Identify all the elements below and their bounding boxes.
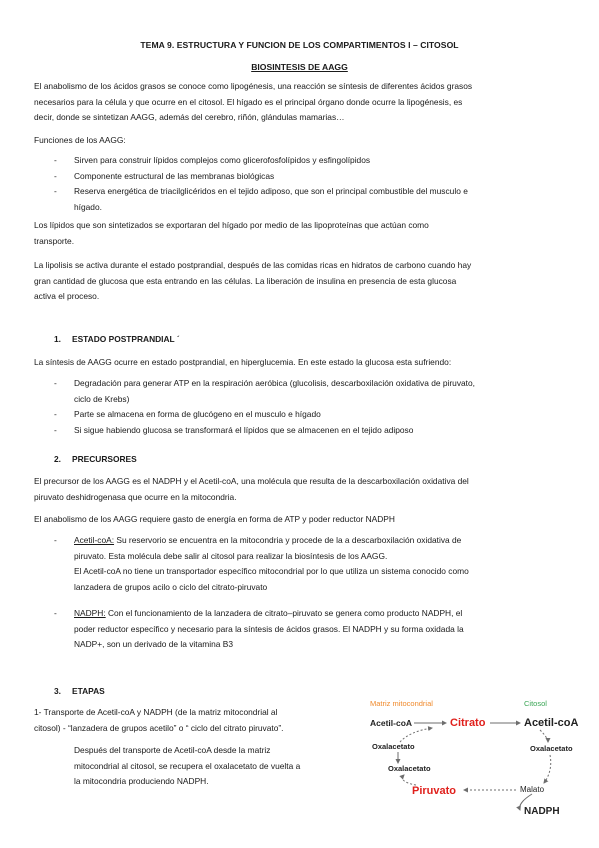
section-heading-etapas: 3. ETAPAS [54,686,105,696]
oxalacetato-matrix-1: Oxalacetato [372,742,415,751]
acetil-item: - Acetil-coA: Su reservorio se encuentra en la mitocondria y procede de la a descarboxilación oxidativa de piruvato. Esta molécula debe salir al citosol para realizar la biosíntesis de los AAGG. El Acetil-coA no tiene un transportador específico mitocondrial por lo que utiliza un sistema conocido como lanzadera de grupos acilo o ciclo del citrato-piruvato [54,535,469,592]
nadph-item: - NADPH: Con el funcionamiento de la lanzadera de citrato–piruvato se genera como producto NADPH, el poder reductor específico y necesario para la síntesis de ácidos grasos. El NADPH y su forma oxidada la NADP+, son un derivado de la vitamina B3 [54,608,464,650]
arrow-citrato-to-oxal [540,730,548,742]
funciones-list [34,153,564,215]
list-item: - Si sigue habiendo glucosa se transformará el lípidos que se almacenen en el tejido adiposo [54,424,414,435]
malato-label: Malato [520,785,545,794]
lipolisis-paragraph: La lipolisis se activa durante el estado postprandial, después de las comidas ricas en hidratos de carbono cuando hay gran cantidad de glucosa que esta entrando en las células. La liberación de insulina en presencia de esta glucosa activa el proceso. [34,260,472,302]
term-nadph: NADPH: [74,608,106,618]
sintesis-paragraph: La síntesis de AAGG ocurre en estado postprandial, en hiperglucemia. En este estado la glucosa esta sufriendo: [34,357,452,367]
intro-line: necesarios para la célula y que ocurre en el citosol. El hígado es el principal órgano donde ocurre la lipogénesis, es [34,96,463,107]
piruvato-label: Piruvato [412,785,457,797]
arrow-oxal-to-acetil [400,728,432,742]
acetil-coa-matrix: Acetil-coA [370,718,413,728]
transporte-paragraph: 1- Transporte de Acetil-coA y NADPH (de la matriz mitocondrial al citosol) - “lanzadera de grupos acetilo” o “ ciclo del citrato piruvato”. [34,707,284,733]
intro-paragraph [34,79,564,126]
arrow-oxal-to-malato [544,755,551,783]
section-heading-postprandial: 1. ESTADO POSTPRANDIAL ´ [54,334,180,344]
intro-line: El anabolismo de los ácidos grasos se conoce como lipogénesis, una reacción se síntesis de diferentes ácidos grasos [34,81,473,91]
precursor-paragraph: El precursor de los AAGG es el NADPH y el Acetil-coA, una molécula que resulta de la descarboxilación oxidativa del piruvato deshidrogenasa que ocurre en la mitocondria. [34,476,469,502]
section-subtitle: BIOSINTESIS DE AAGG [251,62,348,72]
list-item: - Componente estructural de las membranas biológicas [54,170,275,181]
anabolismo-paragraph: El anabolismo de los AAGG requiere gasto de energía en forma de ATP y poder reductor NADPH [34,514,395,524]
citosol-label: Citosol [524,699,547,708]
list-item: - Reserva energética de triacilglicéridos en el tejido adiposo, que son el principal combustible del musculo e hígado. [54,186,468,212]
citrato-label: Citrato [450,717,486,729]
page-title: TEMA 9. ESTRUCTURA Y FUNCION DE LOS COMPARTIMENTOS I – CITOSOL [140,40,459,50]
oxalacetato-cytosol: Oxalacetato [530,744,573,753]
nadph-label: NADPH [524,806,560,817]
section-heading-precursores: 2. PRECURSORES [54,454,137,464]
list-item: - Parte se almacena en forma de glucógeno en el musculo e hígado [54,409,321,420]
oxalacetato-matrix-2: Oxalacetato [388,764,431,773]
funciones-heading: Funciones de los AAGG: [34,135,126,145]
intro-line: decir, donde se sintetizan AAGG, además del cerebro, riñón, glándulas mamarias… [34,112,345,123]
term-acetil-coa: Acetil-coA: [74,535,115,545]
list-item: - Degradación para generar ATP en la respiración aeróbica (glucolisis, descarboxilación oxidativa de piruvato, ciclo de Krebs) [54,378,475,404]
list-item: - Sirven para construir lípidos complejos como glicerofosfolípidos y esfingolípidos [54,155,371,165]
despues-paragraph: Después del transporte de Acetil-coA desde la matriz mitocondrial al citosol, se recupera el oxalacetato de vuelta a la mitocondria produciendo NADPH. [74,745,301,787]
glucosa-list [34,376,564,438]
citrate-pyruvate-shuttle-diagram [364,695,596,845]
lipidos-paragraph: Los lípidos que son sintetizados se exportaran del hígado por medio de las lipoproteínas que actúan como transporte. [34,220,429,246]
matriz-mitocondrial-label: Matriz mitocondrial [370,699,433,708]
acetil-coa-cytosol: Acetil-coA [524,717,579,729]
arrow-piruvato-to-oxal [403,775,417,785]
